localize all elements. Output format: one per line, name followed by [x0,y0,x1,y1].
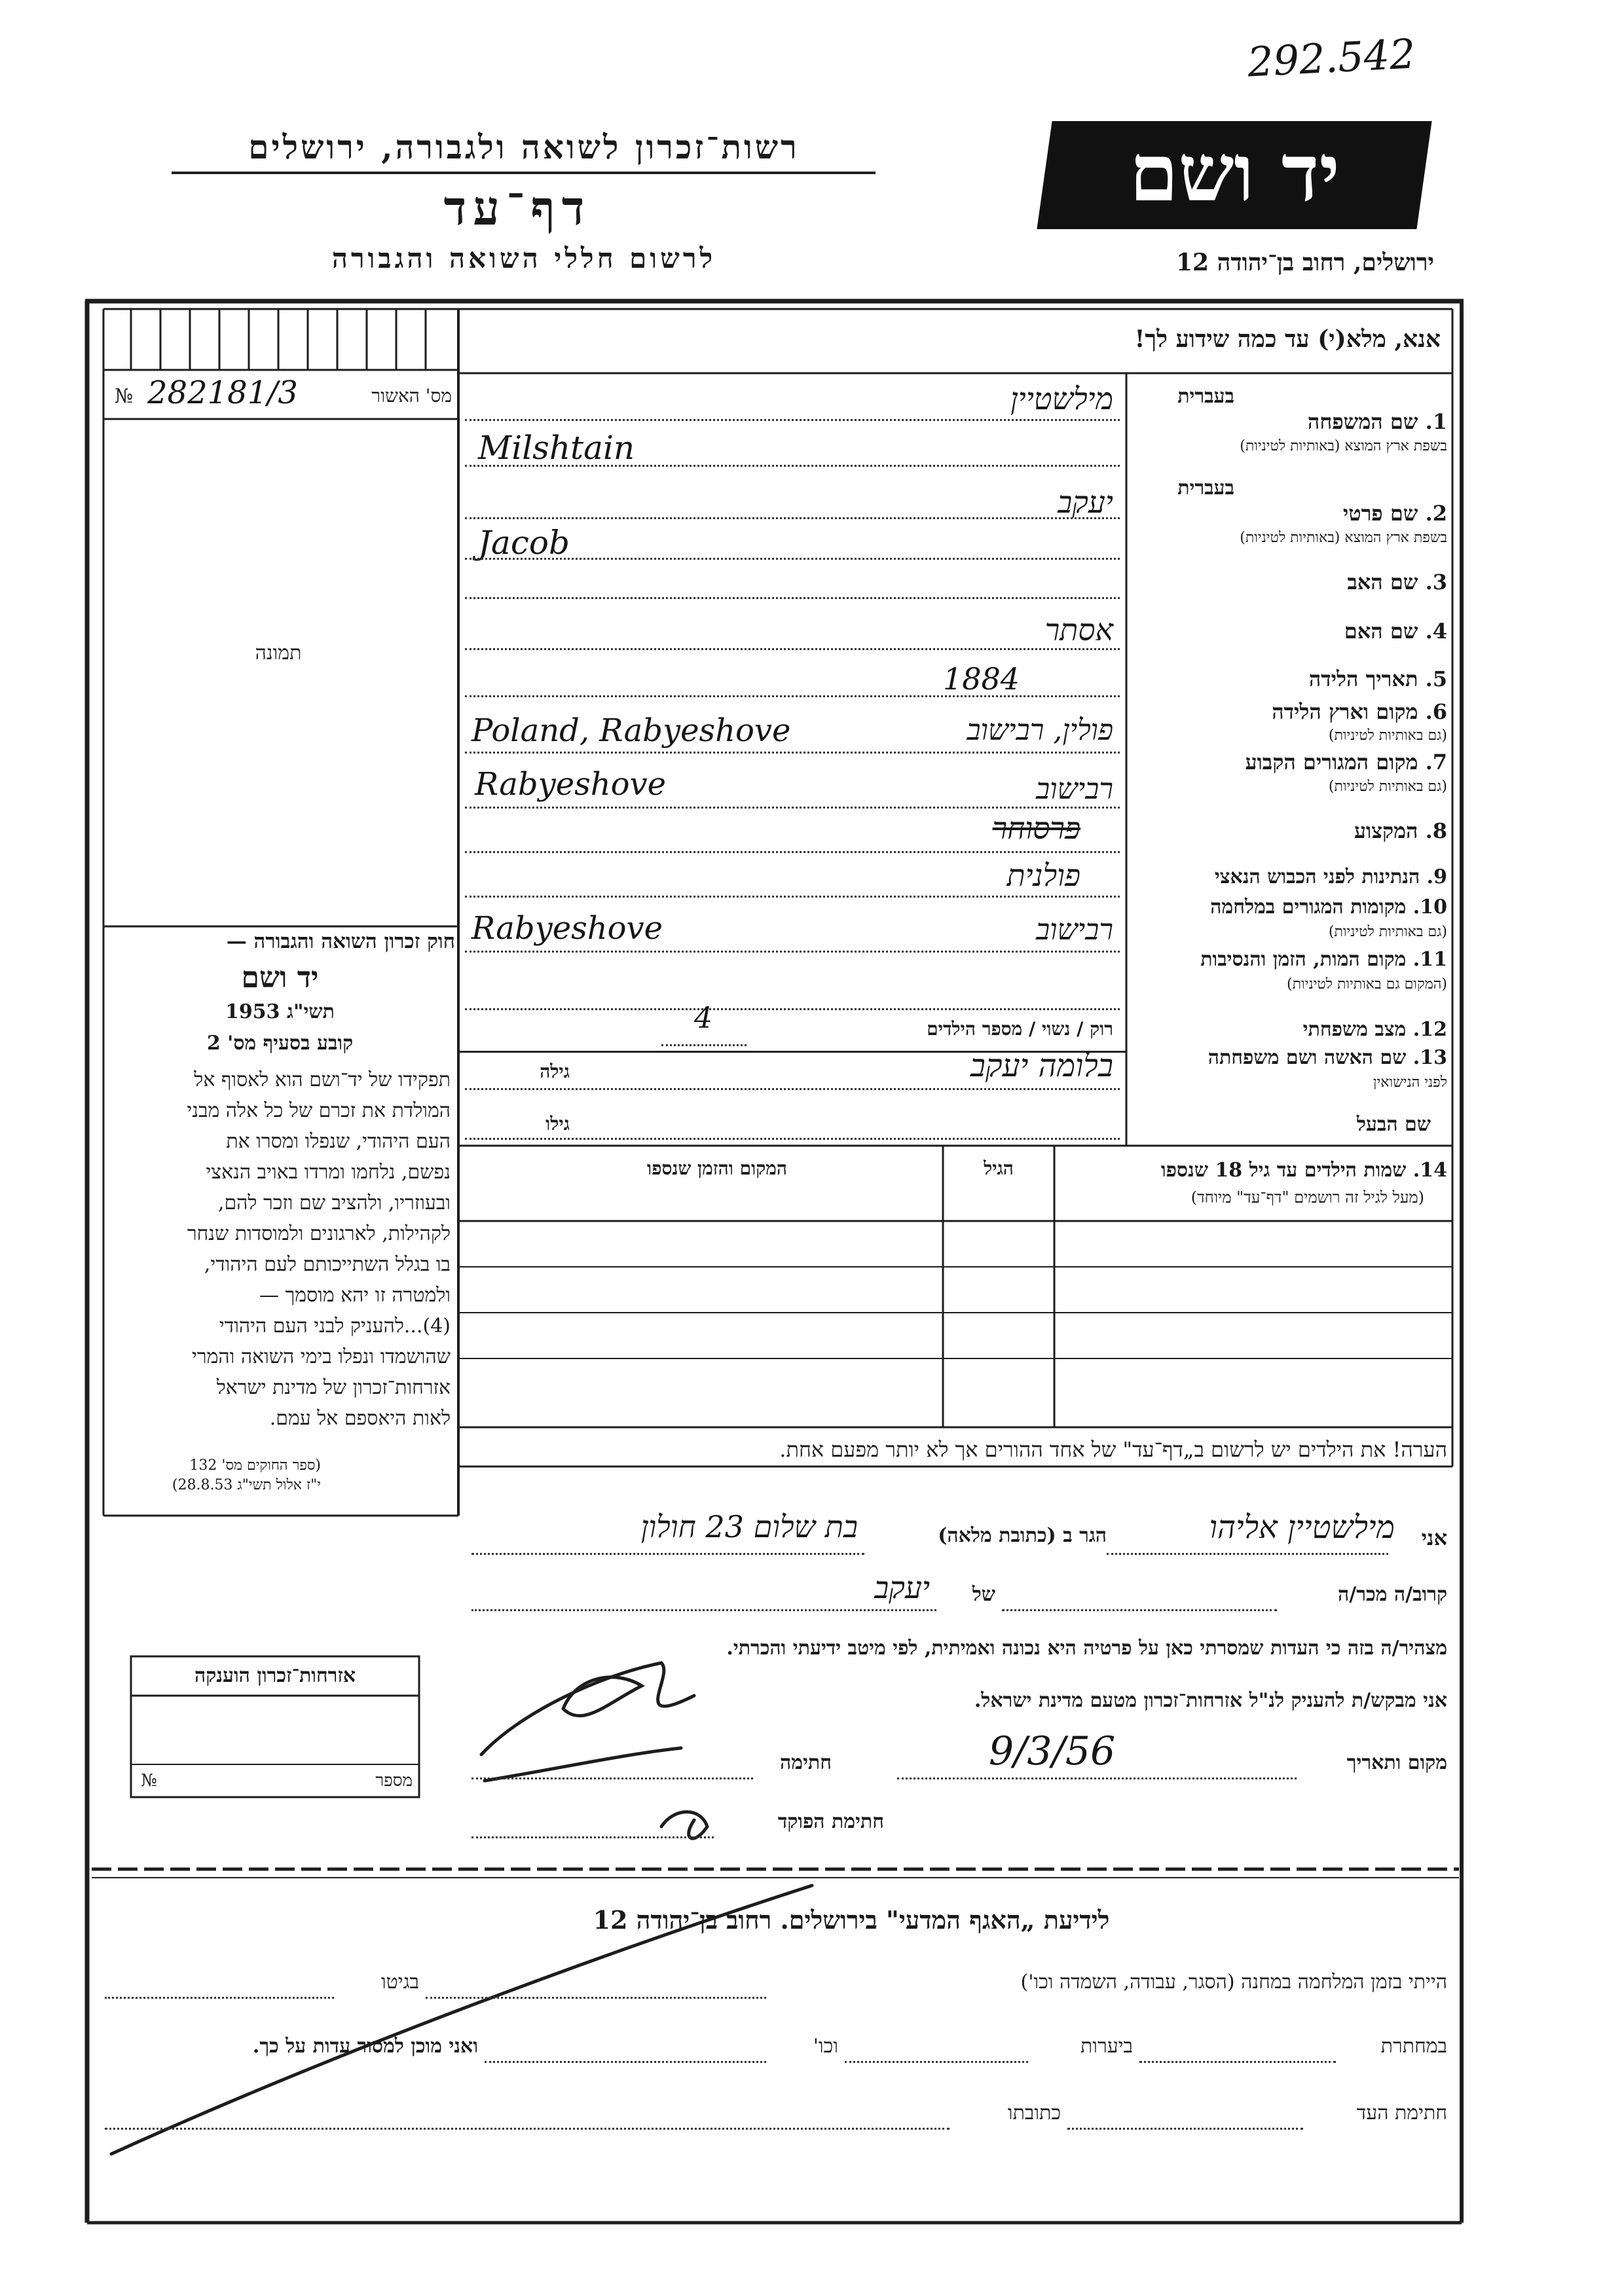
field-6-sub: (גם באותיות לטיניות) [1328,727,1447,744]
intro-text: אנא, מלא(י) עד כמה שידוע לך! [1134,325,1441,353]
field-12-label: 12. מצב משפחתי [1302,1018,1447,1041]
decl-address-label: הגר ב (כתובת מלאה) [938,1524,1107,1547]
bottom-line2-d: ואני מוכן למסור עדות על כך. [252,2035,478,2058]
header-address: ירושלים, רחוב בן־יהודה 12 [1175,249,1434,276]
children-age-header: הגיל [984,1157,1014,1179]
field-2-hebrew-value: יעקב [1058,484,1113,520]
field-1-name: שם המשפחה [1307,409,1418,434]
decl-address-value: בת שלום 23 חולון [640,1509,858,1544]
law-line: תפקידו של יד־ושם הוא לאסוף אל [194,1068,451,1091]
law-line: העם היהודי, שנפלו ומסרו את [226,1130,451,1153]
law-line: ובעוזריו, ולהציב שם וזכר להם, [217,1192,451,1214]
field-10-label: 10. מקומות המגורים במלחמה [1210,896,1447,919]
field-2-latin-value: Jacob [478,524,570,562]
form-name: דף־עד [443,180,591,236]
law-name: יד ושם [241,961,319,994]
law-line: לקהילות, לארגונים ולמוסדות שנחר [187,1222,451,1245]
field-1-latin-value: Milshtain [478,429,635,467]
field-6-latin-value: Poland, Rabyeshove [471,712,791,749]
field-5-name: תאריך הלידה [1308,666,1418,691]
lang-hebrew-2: בעברית [1177,477,1234,500]
citizenship-number-prefix: № [141,1771,157,1791]
field-7-label: 7. מקום המגורים הקבוע [1245,750,1447,774]
law-footnote: (ספר החוקים מס' 132 [189,1457,321,1474]
decl-request: אני מבקש/ת להעניק לנ"ל אזרחות־זכרון מטעם מדינת ישראל. [974,1689,1447,1712]
law-title: חוק זכרון השואה והגבורה — [226,930,455,953]
decl-of-label: של [972,1583,995,1606]
field-2-sub: בשפת ארץ המוצא (באותיות לטיניות) [1240,530,1447,546]
decl-statement: מצהיר/ה בזה כי העדות שמסרתי כאן על פרטיה היא נכונה ואמיתית, לפי מיטב ידיעתי והכרתי. [726,1637,1447,1660]
field-6-label: 6. מקום וארץ הלידה [1272,699,1447,724]
authority-title: רשות־זכרון לשואה ולגבורה, ירושלים [248,128,800,166]
law-year: תשי"ג 1953 [225,1000,335,1023]
bottom-title: לידיעת „האגף המדעי" בירושלים. רחוב בן־יהודה 12 [593,1905,1110,1935]
field-11-label: 11. מקום המות, הזמן והנסיבות [1200,948,1447,971]
law-line: אזרחות־זכרון של מדינת ישראל [216,1376,451,1399]
law-line: בו בגלל השתייכותם לעם היהודי, [204,1253,451,1276]
law-body [105,1065,451,1434]
field-1-sub: בשפת ארץ המוצא (באותיות לטיניות) [1240,438,1447,454]
field-9-name: הנתינות לפני הכבוש הנאצי [1214,866,1420,888]
field-6-name: מקום וארץ הלידה [1272,699,1418,724]
field-10-latin-value: Rabyeshove [471,910,663,947]
field-11-sub: (המקום גם באותיות לטיניות) [1287,976,1447,993]
field-7-hebrew-value: רבישוב [1036,773,1113,806]
field-13-value: בלומה יעקב [970,1048,1113,1084]
field-9-value: פולנית [1006,858,1080,893]
archive-number: 292.542 [1246,29,1417,86]
law-section: קובע בסעיף מס' 2 [206,1032,354,1055]
field-8-label: 8. המקצוע [1354,818,1447,843]
decl-name-value: מילשטיין אליהו [1209,1509,1395,1546]
field-1-hebrew-value: מילשטיין [1010,381,1113,416]
field-5-label: 5. תאריך הלידה [1308,666,1447,691]
field-7-sub: (גם באותיות לטיניות) [1328,778,1447,795]
law-footnote-2: י"ז אלול תשי"ג 28.8.53) [172,1477,321,1493]
law-line: ולמטרה זו יהא מוסמך — [259,1284,451,1307]
field-7-name: מקום המגורים הקבוע [1245,750,1418,774]
field-3-name: שם האב [1347,570,1418,594]
field-10-hebrew-value: רבישוב [1036,913,1113,947]
decl-officer-label: חתימת הפוקד [777,1810,884,1833]
field-3-label: 3. שם האב [1347,570,1447,594]
field-12-printed: רוק / נשוי / מספר הילדים [927,1018,1113,1040]
bottom-line2-c: וכו' [813,2035,838,2058]
citizenship-title: אזרחות־זכרון הוענקה [194,1664,356,1687]
logo-text: יד ושם [1129,127,1340,219]
citizenship-number-label: מספר [375,1771,413,1791]
approval-number: 282181/3 [147,374,298,411]
field-13-sub: לפני הנישואין [1373,1074,1447,1091]
field-6-hebrew-value: פולין, רבישוב [967,714,1113,747]
field-10-sub: (גם באותיות לטיניות) [1328,924,1447,940]
field-1-label: 1. שם המשפחה [1307,409,1447,434]
law-line: שהושמדו ונפלו בימי השואה והמרי [191,1345,451,1368]
law-line: (4)...להעניק לבני העם היהודי [219,1315,451,1338]
bottom-line3-b: כתובתו [1007,2102,1061,2124]
field-13-name: שם האשה ושם משפחתה [1208,1046,1407,1069]
field-8-name: המקצוע [1354,818,1418,843]
bottom-line1-a: הייתי בזמן המלחמה במחנה (הסגר, עבודה, השמדה וכו') [1020,1971,1447,1994]
children-label: 14. שמות הילדים עד גיל 18 שנספו [1160,1159,1447,1182]
field-4-label: 4. שם האם [1344,619,1447,644]
field-9-label: 9. הנתינות לפני הכבוש הנאצי [1214,866,1447,888]
field-4-name: שם האם [1344,619,1418,644]
note-text: הערה! את הילדים יש לרשום ב„דף־עד" של אחד ההורים אך לא יותר מפעם אחת. [779,1437,1447,1462]
lang-hebrew-1: בעברית [1177,385,1234,408]
field-7-latin-value: Rabyeshove [475,766,667,803]
field-5-value: 1884 [943,661,1020,697]
field-13-age-label: גילה [540,1061,570,1082]
husband-age-label: גילו [545,1113,570,1135]
law-line: לאות היאספם אל עמם. [269,1407,451,1430]
approval-prefix: № [115,385,134,408]
decl-place-date-label: מקום ותאריך [1346,1751,1447,1774]
field-4-value: אסתר [1044,612,1113,647]
children-place-header: המקום והזמן שנספו [647,1157,787,1179]
children-title: שמות הילדים עד גיל 18 שנספו [1160,1159,1407,1182]
photo-label: תמונה [255,642,302,665]
decl-date-value: 9/3/56 [989,1728,1116,1774]
husband-label: שם הבעל [1356,1113,1431,1136]
form-subtitle: לרשום חללי השואה והגבורה [331,242,716,274]
field-8-value: פרסוחר [992,811,1080,846]
field-2-name: שם פרטי [1342,501,1418,526]
field-11-name: מקום המות, הזמן והנסיבות [1200,948,1407,971]
bottom-line2-a: במחתרת [1380,2035,1447,2058]
bottom-line2-b: ביערות [1080,2035,1133,2058]
field-10-name: מקומות המגורים במלחמה [1210,896,1407,919]
field-12-children-count: 4 [694,1002,712,1035]
decl-relative-label: קרוב/ה מכר/ה [1338,1583,1447,1606]
decl-signature-label: חתימה [780,1751,832,1774]
law-line: נפשם, נלחמו ומרדו באויב הנאצי [206,1161,451,1184]
law-line: המולדת את זכרם של כל אלה מבני [187,1099,451,1122]
decl-i-label: אני [1421,1525,1447,1550]
field-13-label: 13. שם האשה ושם משפחתה [1208,1046,1447,1069]
bottom-line3-a: חתימת העד [1356,2102,1447,2124]
approval-label: מס' האשור [371,385,452,407]
children-sub: (מעל לגיל זה רושמים "דף־עד" מיוחד) [1190,1188,1424,1207]
field-12-name: מצב משפחתי [1302,1018,1407,1041]
decl-relative-value: יעקב [874,1570,930,1605]
field-2-label: 2. שם פרטי [1342,501,1447,526]
bottom-line1-b: בגיטו [380,1971,419,1994]
